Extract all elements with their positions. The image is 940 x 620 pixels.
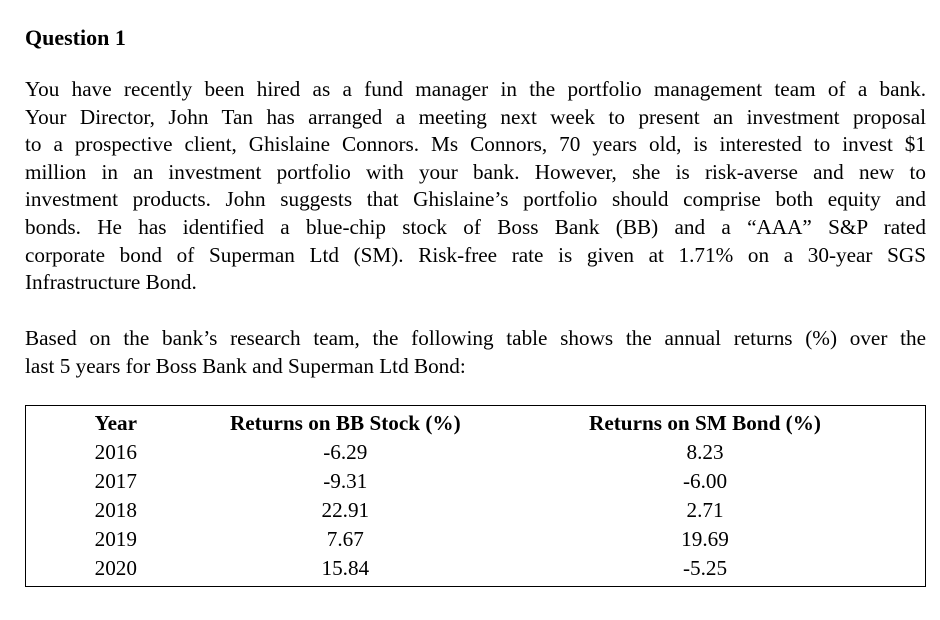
table-intro-paragraph [25, 325, 926, 380]
cell-sm-return: 8.23 [686, 440, 724, 464]
cell-sm-return: -5.25 [682, 556, 728, 580]
cell-bb-return: 7.67 [326, 527, 364, 551]
cell-sm-return: 19.69 [681, 527, 729, 551]
table-row [26, 467, 926, 496]
intro-line: bonds. He has identified a blue-chip stock of Boss Bank (BB) and a “AAA” S&P rated [25, 214, 926, 239]
cell-year: 2018 [94, 498, 137, 522]
cell-sm-return: -6.00 [682, 469, 728, 493]
cell-year: 2017 [94, 469, 137, 493]
intro-line: Your Director, John Tan has arranged a meeting next week to present an investment proposal [25, 104, 926, 129]
cell-bb-return: -9.31 [323, 469, 368, 493]
table-intro-line: last 5 years for Boss Bank and Superman Ltd Bond: [25, 353, 466, 378]
table-header-row [26, 406, 926, 439]
intro-line: Infrastructure Bond. [25, 270, 197, 295]
question-heading: Question 1 [25, 25, 126, 50]
cell-bb-return: 22.91 [321, 498, 370, 522]
table-row [26, 496, 926, 525]
intro-paragraph [25, 76, 926, 297]
header-year: Year [94, 411, 137, 435]
table-intro-line: Based on the bank’s research team, the following table shows the annual returns (%) over the [25, 326, 926, 350]
intro-line: million in an investment portfolio with your bank. However, she is risk-averse and new to [25, 159, 926, 184]
table-row [26, 554, 926, 587]
cell-year: 2019 [94, 527, 137, 551]
cell-bb-return: -6.29 [323, 440, 368, 464]
intro-line: You have recently been hired as a fund manager in the portfolio management team of a bank. [25, 77, 926, 101]
header-bb-returns: Returns on BB Stock (%) [229, 411, 461, 435]
table-row [26, 438, 926, 467]
cell-sm-return: 2.71 [686, 498, 724, 522]
intro-line: investment products. John suggests that Ghislaine’s portfolio should comprise both equity and [25, 187, 926, 212]
intro-line: to a prospective client, Ghislaine Connors. Ms Connors, 70 years old, is interested to invest $1 [25, 132, 926, 157]
header-sm-returns: Returns on SM Bond (%) [589, 411, 821, 435]
intro-line: corporate bond of Superman Ltd (SM). Risk-free rate is given at 1.71% on a 30-year SGS [25, 242, 926, 267]
cell-year: 2020 [94, 556, 137, 580]
returns-table [25, 405, 926, 587]
table-row [26, 525, 926, 554]
cell-bb-return: 15.84 [321, 556, 370, 580]
cell-year: 2016 [94, 440, 137, 464]
